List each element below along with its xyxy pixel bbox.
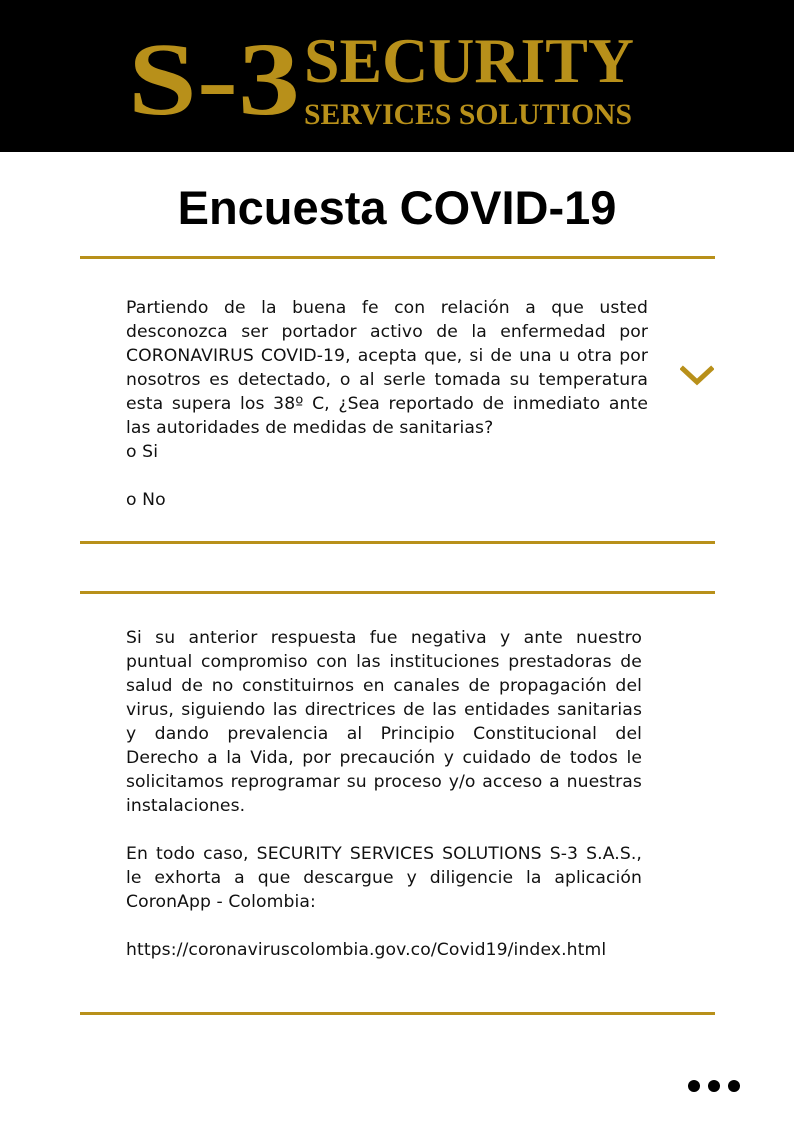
info-paragraph: Si su anterior respuesta fue negativa y ante nuestro puntual compromiso con las instituciones prestadoras de salud de no constituirnos en canales de propagación del virus, siguiendo las directrices de las entidades sanitarias y dando prevalencia al Principio Constitucional del Derecho a la Vida, por precaución y cuidado de todos le solicitamos reprogramar su proceso y/o acceso a nuestras instalaciones. [126, 628, 642, 816]
divider [80, 256, 715, 259]
page-title: Encuesta COVID-19 [177, 181, 617, 234]
option-no[interactable]: o No [126, 490, 166, 510]
app-recommendation: En todo caso, SECURITY SERVICES SOLUTIONS S-3 S.A.S., le exhorta a que descargue y diligencie la aplicación CoronApp - Colombia: [126, 844, 642, 912]
survey-question: Partiendo de la buena fe con relación a que usted desconozca ser portador activo de la enfermedad por CORONAVIRUS COVID-19, acepta que, si de una u otra por nosotros es detectado, o al serle tomada su temperatura esta supera los 38º C, ¿Sea reportado de inmediato ante las autoridades de medidas de sanitarias? [126, 298, 648, 438]
chevron-down-icon[interactable] [680, 364, 714, 388]
logo-tagline: SERVICES SOLUTIONS [304, 98, 632, 131]
company-logo [128, 22, 638, 137]
option-yes[interactable]: o Si [126, 442, 159, 462]
divider [80, 541, 715, 544]
logo-mark: S-3 [128, 22, 300, 137]
header-banner [0, 0, 794, 152]
coronapp-link[interactable]: https://coronaviruscolombia.gov.co/Covid19/index.html [126, 940, 607, 960]
more-dots-icon[interactable] [686, 1078, 744, 1094]
divider [80, 591, 715, 594]
divider [80, 1012, 715, 1015]
logo-word: SECURITY [304, 25, 634, 96]
